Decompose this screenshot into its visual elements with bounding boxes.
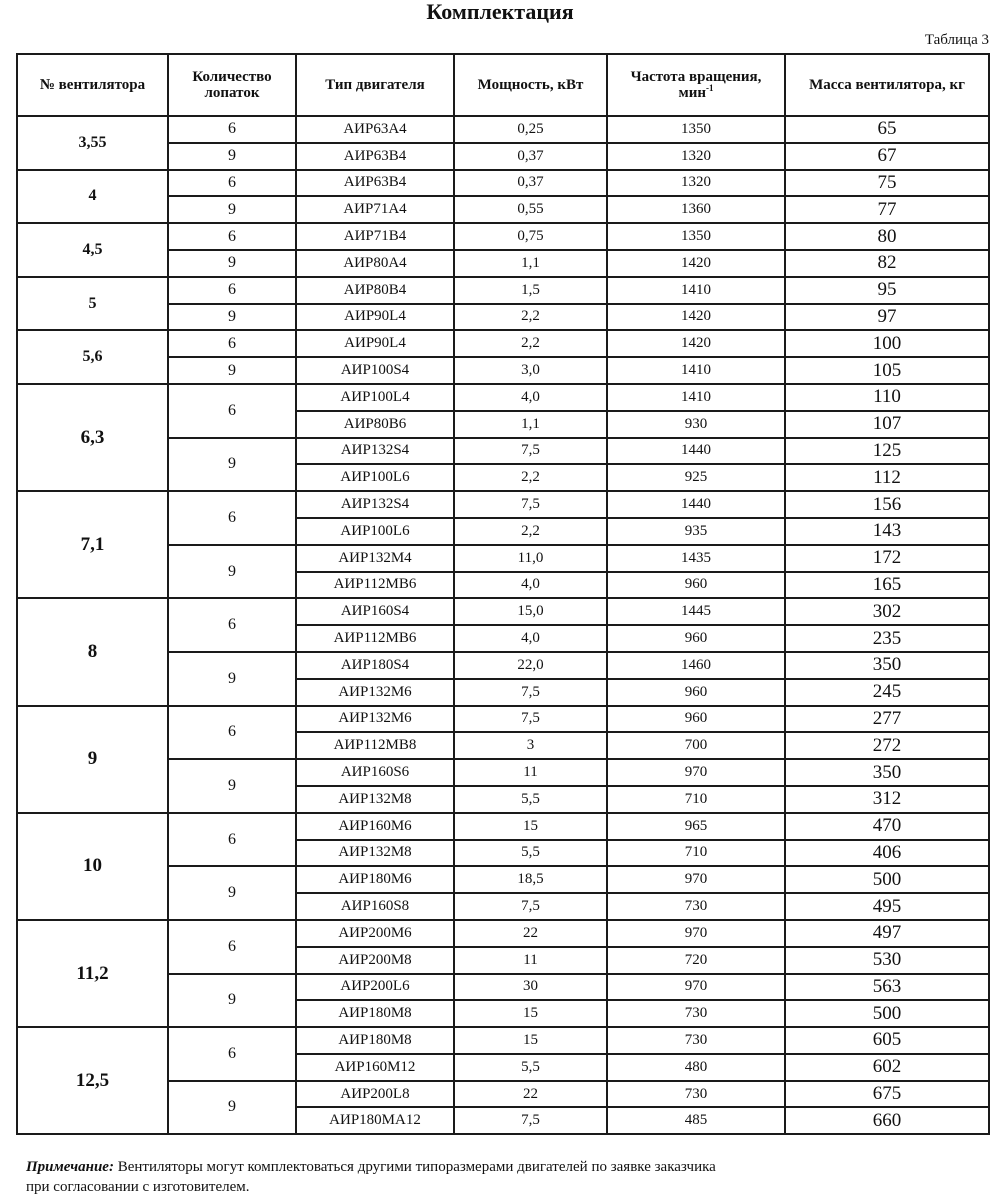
rpm-cell: 970: [607, 974, 785, 1001]
motor-type-cell: АИР112МВ6: [296, 572, 454, 599]
blade-count-cell: 9: [168, 866, 296, 920]
motor-type-cell: АИР132М6: [296, 706, 454, 733]
motor-type-cell: АИР112МВ8: [296, 732, 454, 759]
mass-cell: 675: [785, 1081, 989, 1108]
blade-count-cell: 9: [168, 1081, 296, 1135]
mass-cell: 165: [785, 572, 989, 599]
table-row: [17, 1027, 989, 1054]
blade-count-cell: 6: [168, 920, 296, 974]
rpm-cell: 1410: [607, 277, 785, 304]
fan-number-cell: 10: [17, 813, 168, 920]
rpm-cell: 1350: [607, 223, 785, 250]
power-cell: 7,5: [454, 679, 607, 706]
column-header-motor: Тип двигателя: [296, 54, 454, 116]
motor-type-cell: АИР100S4: [296, 357, 454, 384]
power-cell: 2,2: [454, 518, 607, 545]
mass-cell: 75: [785, 170, 989, 197]
rpm-cell: 960: [607, 706, 785, 733]
table-header-row: [17, 54, 989, 116]
mass-cell: 302: [785, 598, 989, 625]
blade-count-cell: 6: [168, 706, 296, 760]
power-cell: 30: [454, 974, 607, 1001]
motor-type-cell: АИР100L6: [296, 518, 454, 545]
motor-type-cell: АИР132М8: [296, 840, 454, 867]
mass-cell: 605: [785, 1027, 989, 1054]
motor-type-cell: АИР180М8: [296, 1027, 454, 1054]
motor-type-cell: АИР100L6: [296, 464, 454, 491]
power-cell: 1,1: [454, 250, 607, 277]
fan-number-cell: 5,6: [17, 330, 168, 384]
motor-type-cell: АИР180М6: [296, 866, 454, 893]
blade-count-cell: 9: [168, 652, 296, 706]
motor-type-cell: АИР200М6: [296, 920, 454, 947]
mass-cell: 470: [785, 813, 989, 840]
mass-cell: 95: [785, 277, 989, 304]
blade-count-cell: 9: [168, 545, 296, 599]
motor-type-cell: АИР160М12: [296, 1054, 454, 1081]
power-cell: 22: [454, 1081, 607, 1108]
fan-number-cell: 4: [17, 170, 168, 224]
motor-type-cell: АИР90L4: [296, 330, 454, 357]
power-cell: 4,0: [454, 572, 607, 599]
power-cell: 4,0: [454, 625, 607, 652]
footnote: [26, 1157, 846, 1197]
rpm-cell: 730: [607, 893, 785, 920]
blade-count-cell: 6: [168, 598, 296, 652]
motor-type-cell: АИР71В4: [296, 223, 454, 250]
table-row: [17, 598, 989, 625]
power-cell: 5,5: [454, 1054, 607, 1081]
motor-type-cell: АИР100L4: [296, 384, 454, 411]
mass-cell: 277: [785, 706, 989, 733]
mass-cell: 660: [785, 1107, 989, 1134]
table-row: [17, 330, 989, 357]
power-cell: 2,2: [454, 304, 607, 331]
mass-cell: 65: [785, 116, 989, 143]
rpm-cell: 970: [607, 759, 785, 786]
power-cell: 1,1: [454, 411, 607, 438]
mass-cell: 97: [785, 304, 989, 331]
footnote-text-line1: Вентиляторы могут комплектоваться другими типоразмерами двигателей по заявке заказчика: [117, 1159, 716, 1175]
power-cell: 7,5: [454, 438, 607, 465]
motor-type-cell: АИР180S4: [296, 652, 454, 679]
column-header-power: Мощность, кВт: [454, 54, 607, 116]
rpm-cell: 960: [607, 625, 785, 652]
motor-type-cell: АИР160S8: [296, 893, 454, 920]
power-cell: 7,5: [454, 893, 607, 920]
mass-cell: 67: [785, 143, 989, 170]
rpm-cell: 1350: [607, 116, 785, 143]
power-cell: 0,75: [454, 223, 607, 250]
power-cell: 5,5: [454, 786, 607, 813]
motor-type-cell: АИР112МВ6: [296, 625, 454, 652]
rpm-cell: 1420: [607, 330, 785, 357]
blade-count-cell: 6: [168, 813, 296, 867]
mass-cell: 350: [785, 759, 989, 786]
motor-type-cell: АИР200L8: [296, 1081, 454, 1108]
fan-number-cell: 6,3: [17, 384, 168, 491]
power-cell: 7,5: [454, 706, 607, 733]
mass-cell: 530: [785, 947, 989, 974]
blade-count-cell: 6: [168, 491, 296, 545]
table-row: [17, 277, 989, 304]
power-cell: 11,0: [454, 545, 607, 572]
motor-type-cell: АИР80В4: [296, 277, 454, 304]
mass-cell: 107: [785, 411, 989, 438]
power-cell: 0,55: [454, 196, 607, 223]
motor-type-cell: АИР90L4: [296, 304, 454, 331]
rpm-cell: 1410: [607, 384, 785, 411]
rpm-cell: 970: [607, 866, 785, 893]
fan-number-cell: 12,5: [17, 1027, 168, 1134]
fan-number-cell: 9: [17, 706, 168, 813]
rpm-cell: 1360: [607, 196, 785, 223]
motor-type-cell: АИР63В4: [296, 143, 454, 170]
mass-cell: 105: [785, 357, 989, 384]
power-cell: 3,0: [454, 357, 607, 384]
motor-type-cell: АИР160S4: [296, 598, 454, 625]
blade-count-cell: 9: [168, 196, 296, 223]
power-cell: 0,25: [454, 116, 607, 143]
blade-count-cell: 6: [168, 384, 296, 438]
blade-count-cell: 6: [168, 1027, 296, 1081]
mass-cell: 272: [785, 732, 989, 759]
mass-cell: 406: [785, 840, 989, 867]
rpm-cell: 1445: [607, 598, 785, 625]
power-cell: 22: [454, 920, 607, 947]
power-cell: 2,2: [454, 330, 607, 357]
table-row: [17, 491, 989, 518]
rpm-cell: 700: [607, 732, 785, 759]
blade-count-cell: 9: [168, 143, 296, 170]
motor-type-cell: АИР132S4: [296, 491, 454, 518]
fan-number-cell: 3,55: [17, 116, 168, 170]
footnote-text-line2: при согласовании с изготовителем.: [26, 1179, 250, 1195]
blade-count-cell: 9: [168, 250, 296, 277]
power-cell: 3: [454, 732, 607, 759]
table-row: [17, 813, 989, 840]
rpm-cell: 960: [607, 679, 785, 706]
motor-type-cell: АИР180М8: [296, 1000, 454, 1027]
blade-count-cell: 6: [168, 170, 296, 197]
blade-count-cell: 9: [168, 357, 296, 384]
blade-count-cell: 6: [168, 116, 296, 143]
mass-cell: 82: [785, 250, 989, 277]
mass-cell: 235: [785, 625, 989, 652]
table-row: [17, 116, 989, 143]
fan-number-cell: 7,1: [17, 491, 168, 598]
mass-cell: 112: [785, 464, 989, 491]
rpm-cell: 965: [607, 813, 785, 840]
power-cell: 7,5: [454, 1107, 607, 1134]
rpm-cell: 1320: [607, 143, 785, 170]
power-cell: 22,0: [454, 652, 607, 679]
mass-cell: 602: [785, 1054, 989, 1081]
motor-type-cell: АИР132М8: [296, 786, 454, 813]
motor-type-cell: АИР132М6: [296, 679, 454, 706]
mass-cell: 500: [785, 1000, 989, 1027]
rpm-header-label: Частота вращения,: [630, 69, 762, 85]
mass-cell: 500: [785, 866, 989, 893]
motor-type-cell: АИР132М4: [296, 545, 454, 572]
power-cell: 11: [454, 947, 607, 974]
mass-cell: 80: [785, 223, 989, 250]
rpm-cell: 960: [607, 572, 785, 599]
motor-type-cell: АИР80В6: [296, 411, 454, 438]
rpm-cell: 925: [607, 464, 785, 491]
power-cell: 15: [454, 813, 607, 840]
mass-cell: 312: [785, 786, 989, 813]
fan-number-cell: 5: [17, 277, 168, 331]
column-header-mass: Масса вентилятора, кг: [785, 54, 989, 116]
rpm-cell: 730: [607, 1027, 785, 1054]
fan-number-cell: 11,2: [17, 920, 168, 1027]
table-label: Таблица 3: [924, 32, 989, 48]
blade-count-cell: 9: [168, 759, 296, 813]
blade-count-cell: 9: [168, 304, 296, 331]
motor-type-cell: АИР200М8: [296, 947, 454, 974]
motor-type-cell: АИР160М6: [296, 813, 454, 840]
motor-type-cell: АИР80А4: [296, 250, 454, 277]
mass-cell: 350: [785, 652, 989, 679]
power-cell: 18,5: [454, 866, 607, 893]
rpm-cell: 1420: [607, 250, 785, 277]
footnote-label: Примечание:: [26, 1159, 114, 1175]
rpm-cell: 710: [607, 840, 785, 867]
power-cell: 15,0: [454, 598, 607, 625]
mass-cell: 245: [785, 679, 989, 706]
table-row: [17, 170, 989, 197]
power-cell: 5,5: [454, 840, 607, 867]
rpm-header-exponent: -1: [706, 83, 714, 93]
page-title: Комплектация: [426, 0, 574, 24]
motor-type-cell: АИР160S6: [296, 759, 454, 786]
blade-count-cell: 6: [168, 223, 296, 250]
power-cell: 2,2: [454, 464, 607, 491]
blade-count-cell: 9: [168, 974, 296, 1028]
power-cell: 0,37: [454, 170, 607, 197]
column-header-fan-no: № вентилятора: [17, 54, 168, 116]
rpm-cell: 935: [607, 518, 785, 545]
rpm-cell: 1460: [607, 652, 785, 679]
rpm-header-unit: мин: [678, 85, 706, 101]
table-row: [17, 223, 989, 250]
rpm-cell: 1440: [607, 491, 785, 518]
power-cell: 1,5: [454, 277, 607, 304]
mass-cell: 495: [785, 893, 989, 920]
motor-type-cell: АИР63В4: [296, 170, 454, 197]
rpm-cell: 720: [607, 947, 785, 974]
blade-count-cell: 6: [168, 330, 296, 357]
rpm-cell: 710: [607, 786, 785, 813]
mass-cell: 143: [785, 518, 989, 545]
rpm-cell: 485: [607, 1107, 785, 1134]
mass-cell: 156: [785, 491, 989, 518]
fan-number-cell: 4,5: [17, 223, 168, 277]
rpm-cell: 930: [607, 411, 785, 438]
rpm-cell: 1320: [607, 170, 785, 197]
motor-type-cell: АИР180МА12: [296, 1107, 454, 1134]
rpm-cell: 1410: [607, 357, 785, 384]
mass-cell: 497: [785, 920, 989, 947]
power-cell: 15: [454, 1000, 607, 1027]
mass-cell: 563: [785, 974, 989, 1001]
rpm-cell: 1435: [607, 545, 785, 572]
rpm-cell: 730: [607, 1000, 785, 1027]
motor-type-cell: АИР132S4: [296, 438, 454, 465]
table-row: [17, 384, 989, 411]
power-cell: 4,0: [454, 384, 607, 411]
mass-cell: 125: [785, 438, 989, 465]
mass-cell: 77: [785, 196, 989, 223]
rpm-cell: 730: [607, 1081, 785, 1108]
fan-number-cell: 8: [17, 598, 168, 705]
power-cell: 0,37: [454, 143, 607, 170]
motor-type-cell: АИР63А4: [296, 116, 454, 143]
column-header-blades: Количество лопаток: [168, 54, 296, 116]
table-body: [17, 116, 989, 1134]
motor-type-cell: АИР200L6: [296, 974, 454, 1001]
mass-cell: 110: [785, 384, 989, 411]
power-cell: 15: [454, 1027, 607, 1054]
mass-cell: 172: [785, 545, 989, 572]
motor-type-cell: АИР71А4: [296, 196, 454, 223]
blade-count-cell: 9: [168, 438, 296, 492]
column-header-rpm: [607, 54, 785, 116]
power-cell: 7,5: [454, 491, 607, 518]
table-row: [17, 920, 989, 947]
blade-count-cell: 6: [168, 277, 296, 304]
rpm-cell: 1440: [607, 438, 785, 465]
power-cell: 11: [454, 759, 607, 786]
table-row: [17, 706, 989, 733]
mass-cell: 100: [785, 330, 989, 357]
spec-table: [16, 53, 990, 1135]
rpm-cell: 970: [607, 920, 785, 947]
rpm-cell: 1420: [607, 304, 785, 331]
rpm-cell: 480: [607, 1054, 785, 1081]
